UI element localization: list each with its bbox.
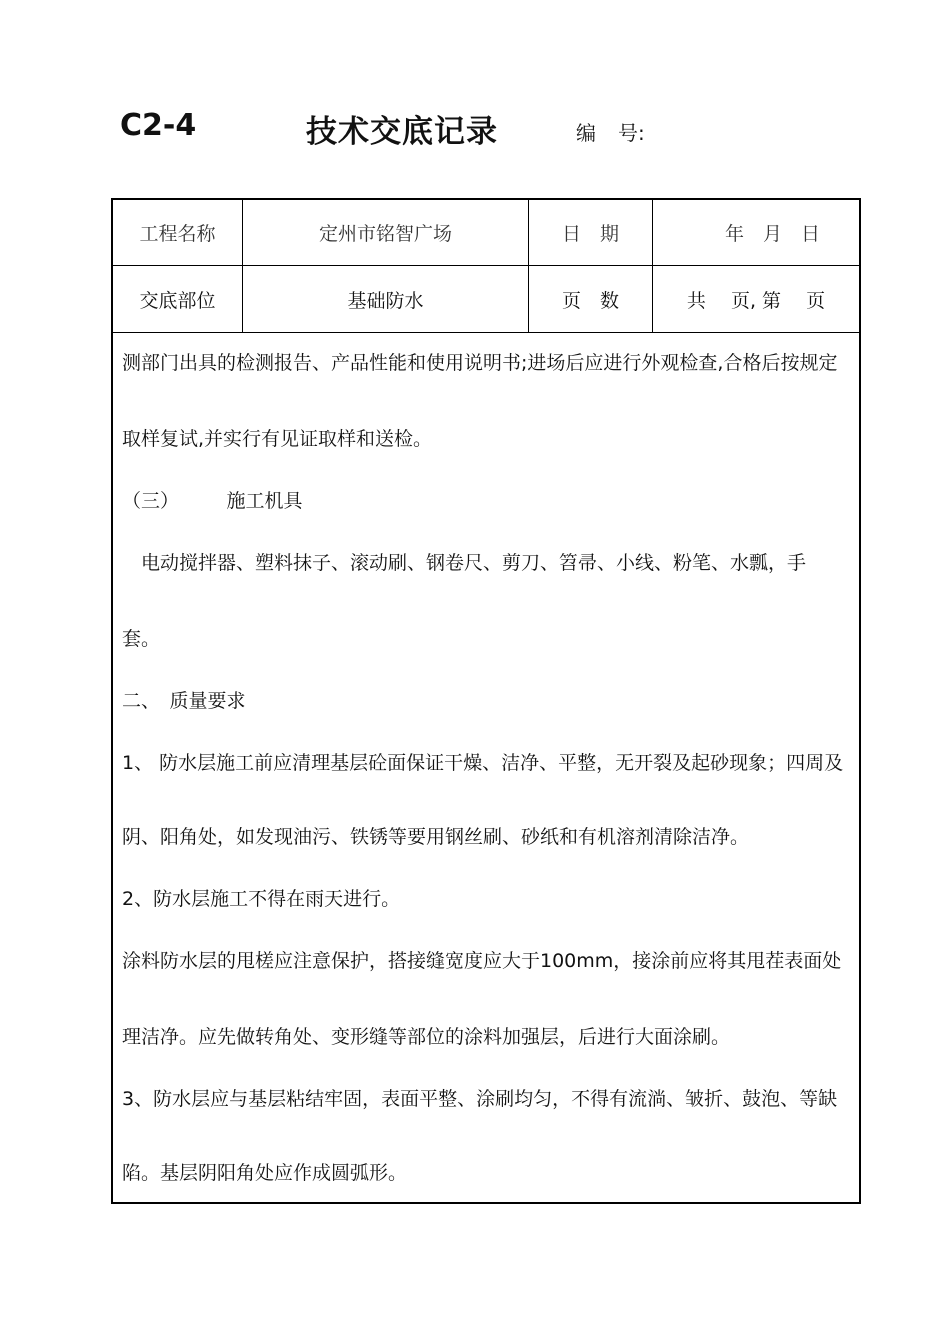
section-heading: （三） 施工机具 xyxy=(122,490,303,512)
body-line: 测部门出具的检测报告、产品性能和使用说明书;进场后应进行外观检查,合格后按规定 xyxy=(122,352,838,374)
body-line: 阴、阳角处，如发现油污、铁锈等要用钢丝刷、砂纸和有机溶剂清除洁净。 xyxy=(122,826,750,848)
date-value: 年 月 日 xyxy=(725,223,821,245)
pages-value: 共 页, 第 页 xyxy=(686,289,826,312)
body-line: 理洁净。应先做转角处、变形缝等部位的涂料加强层，后进行大面涂刷。 xyxy=(122,1026,731,1048)
body-line: 陷。基层阴阳角处应作成圆弧形。 xyxy=(122,1162,408,1184)
project-name-value: 定州市铭智广场 xyxy=(318,223,452,245)
page-title: 技术交底记录 xyxy=(306,114,498,150)
body-line: 2、防水层施工不得在雨天进行。 xyxy=(122,888,401,910)
form-code: C2-4 xyxy=(120,108,197,143)
body-line: 1、 防水层施工前应清理基层砼面保证干燥、洁净、平整，无开裂及起砂现象；四周及 xyxy=(122,752,844,774)
number-label-part2: 号: xyxy=(618,121,645,145)
record-sheet xyxy=(111,198,861,1204)
body-line: 电动搅拌器、塑料抹子、滚动刷、钢卷尺、剪刀、笤帚、小线、粉笔、水瓢，手 xyxy=(122,552,807,574)
number-label xyxy=(576,117,645,146)
body-line: 套。 xyxy=(122,628,161,650)
body-line: 3、防水层应与基层粘结牢固，表面平整、涂刷均匀，不得有流淌、皱折、鼓泡、等缺 xyxy=(122,1088,838,1110)
part-label: 交底部位 xyxy=(139,289,216,312)
number-label-part1: 编 xyxy=(576,121,596,145)
pages-label: 页 数 xyxy=(561,289,619,312)
section-heading: 二、 质量要求 xyxy=(122,690,246,712)
body-line: 取样复试,并实行有见证取样和送检。 xyxy=(122,428,433,450)
project-name-label: 工程名称 xyxy=(139,223,216,245)
date-label: 日 期 xyxy=(561,223,619,245)
part-value: 基础防水 xyxy=(347,289,424,312)
body-line: 涂料防水层的甩槎应注意保护，搭接缝宽度应大于100mm，接涂前应将其甩茬表面处 xyxy=(122,950,842,972)
